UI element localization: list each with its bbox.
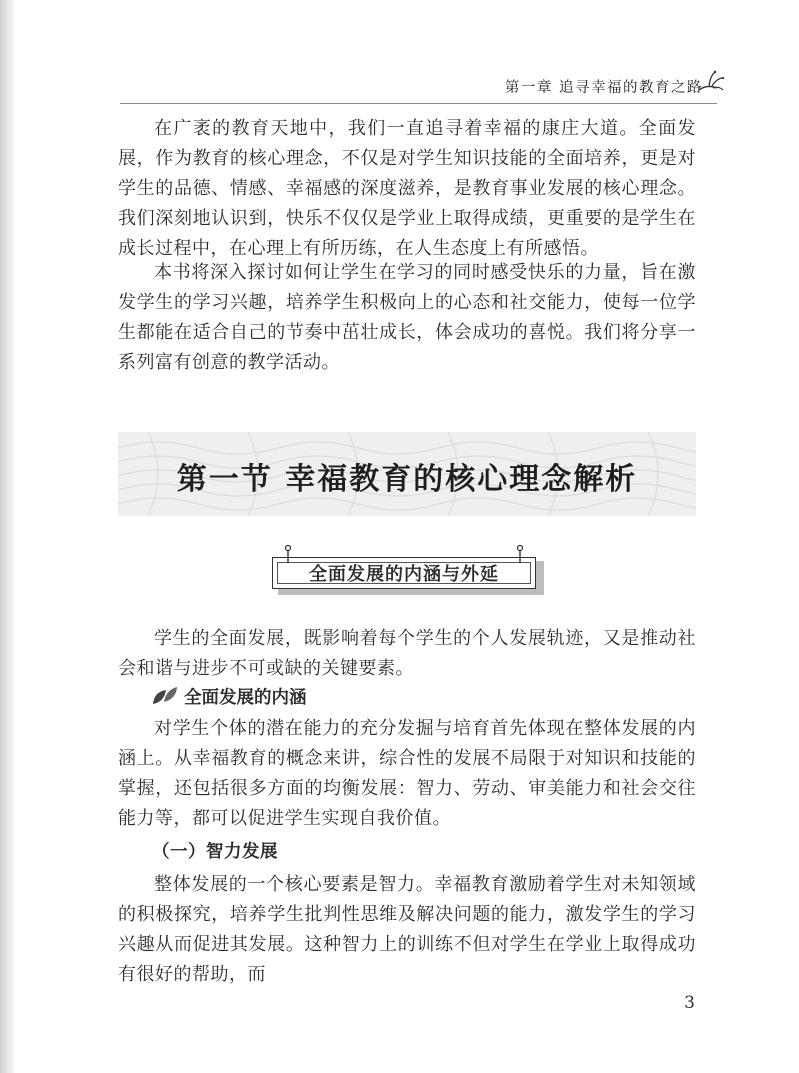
- pin-right-icon: [516, 545, 524, 563]
- intro-paragraph-1: 在广袤的教育天地中，我们一直追寻着幸福的康庄大道。全面发展，作为教育的核心理念，不仅是对学生知识技能的全面培养，更是对学生的品德、情感、幸福感的深度滋养，是教育事业发展的核心理念。我们深刻地认识到，快乐不仅仅是学业上取得成绩，更重要的是学生在成长过程中，在心理上有所历练，在人生态度上有所感悟。: [118, 118, 696, 259]
- heading-intellectual-development: （一）智力发展: [152, 842, 278, 862]
- sprout-flourish-icon: [695, 68, 725, 98]
- running-header: [120, 74, 703, 98]
- header-rule: [120, 103, 717, 104]
- book-spine-shadow: [0, 0, 14, 1073]
- subsection-title-tag: [272, 553, 546, 599]
- heading-comprehensive-development: [152, 683, 307, 709]
- tag-box: [272, 557, 536, 589]
- running-header-title: 第一章 追寻幸福的教育之路: [504, 79, 703, 96]
- page-number: 3: [684, 993, 695, 1013]
- section-title-band: [118, 432, 696, 516]
- section-title: 第一节 幸福教育的核心理念解析: [176, 462, 638, 497]
- intro-paragraph-2: 本书将深入探讨如何让学生在学习的同时感受快乐的力量，旨在激发学生的学习兴趣，培养学生积极向上的心态和社交能力，使每一位学生都能在适合自己的节奏中茁壮成长，体会成功的喜悦。我们将分享一系列富有创意的教学活动。: [118, 262, 696, 373]
- heading-1-title: 全面发展的内涵: [184, 687, 307, 708]
- leaf-icon: [152, 686, 178, 706]
- pin-left-icon: [284, 545, 292, 563]
- subsection-title: 全面发展的内涵与外延: [277, 562, 531, 584]
- subsection-intro-paragraph: 学生的全面发展，既影响着每个学生的个人发展轨迹，又是推动社会和谐与进步不可或缺的关键要素。: [118, 628, 696, 679]
- heading-2-paragraph: 整体发展的一个核心要素是智力。幸福教育激励着学生对未知领域的积极探究，培养学生批判性思维及解决问题的能力，激发学生的学习兴趣从而促进其发展。这种智力上的训练不但对学生在学业上取得成功有很好的帮助，而: [118, 874, 696, 985]
- heading-1-paragraph: 对学生个体的潜在能力的充分发掘与培育首先体现在整体发展的内涵上。从幸福教育的概念来讲，综合性的发展不局限于对知识和技能的掌握，还包括很多方面的均衡发展：智力、劳动、审美能力和社会交往能力等，都可以促进学生实现自我价值。: [118, 718, 696, 829]
